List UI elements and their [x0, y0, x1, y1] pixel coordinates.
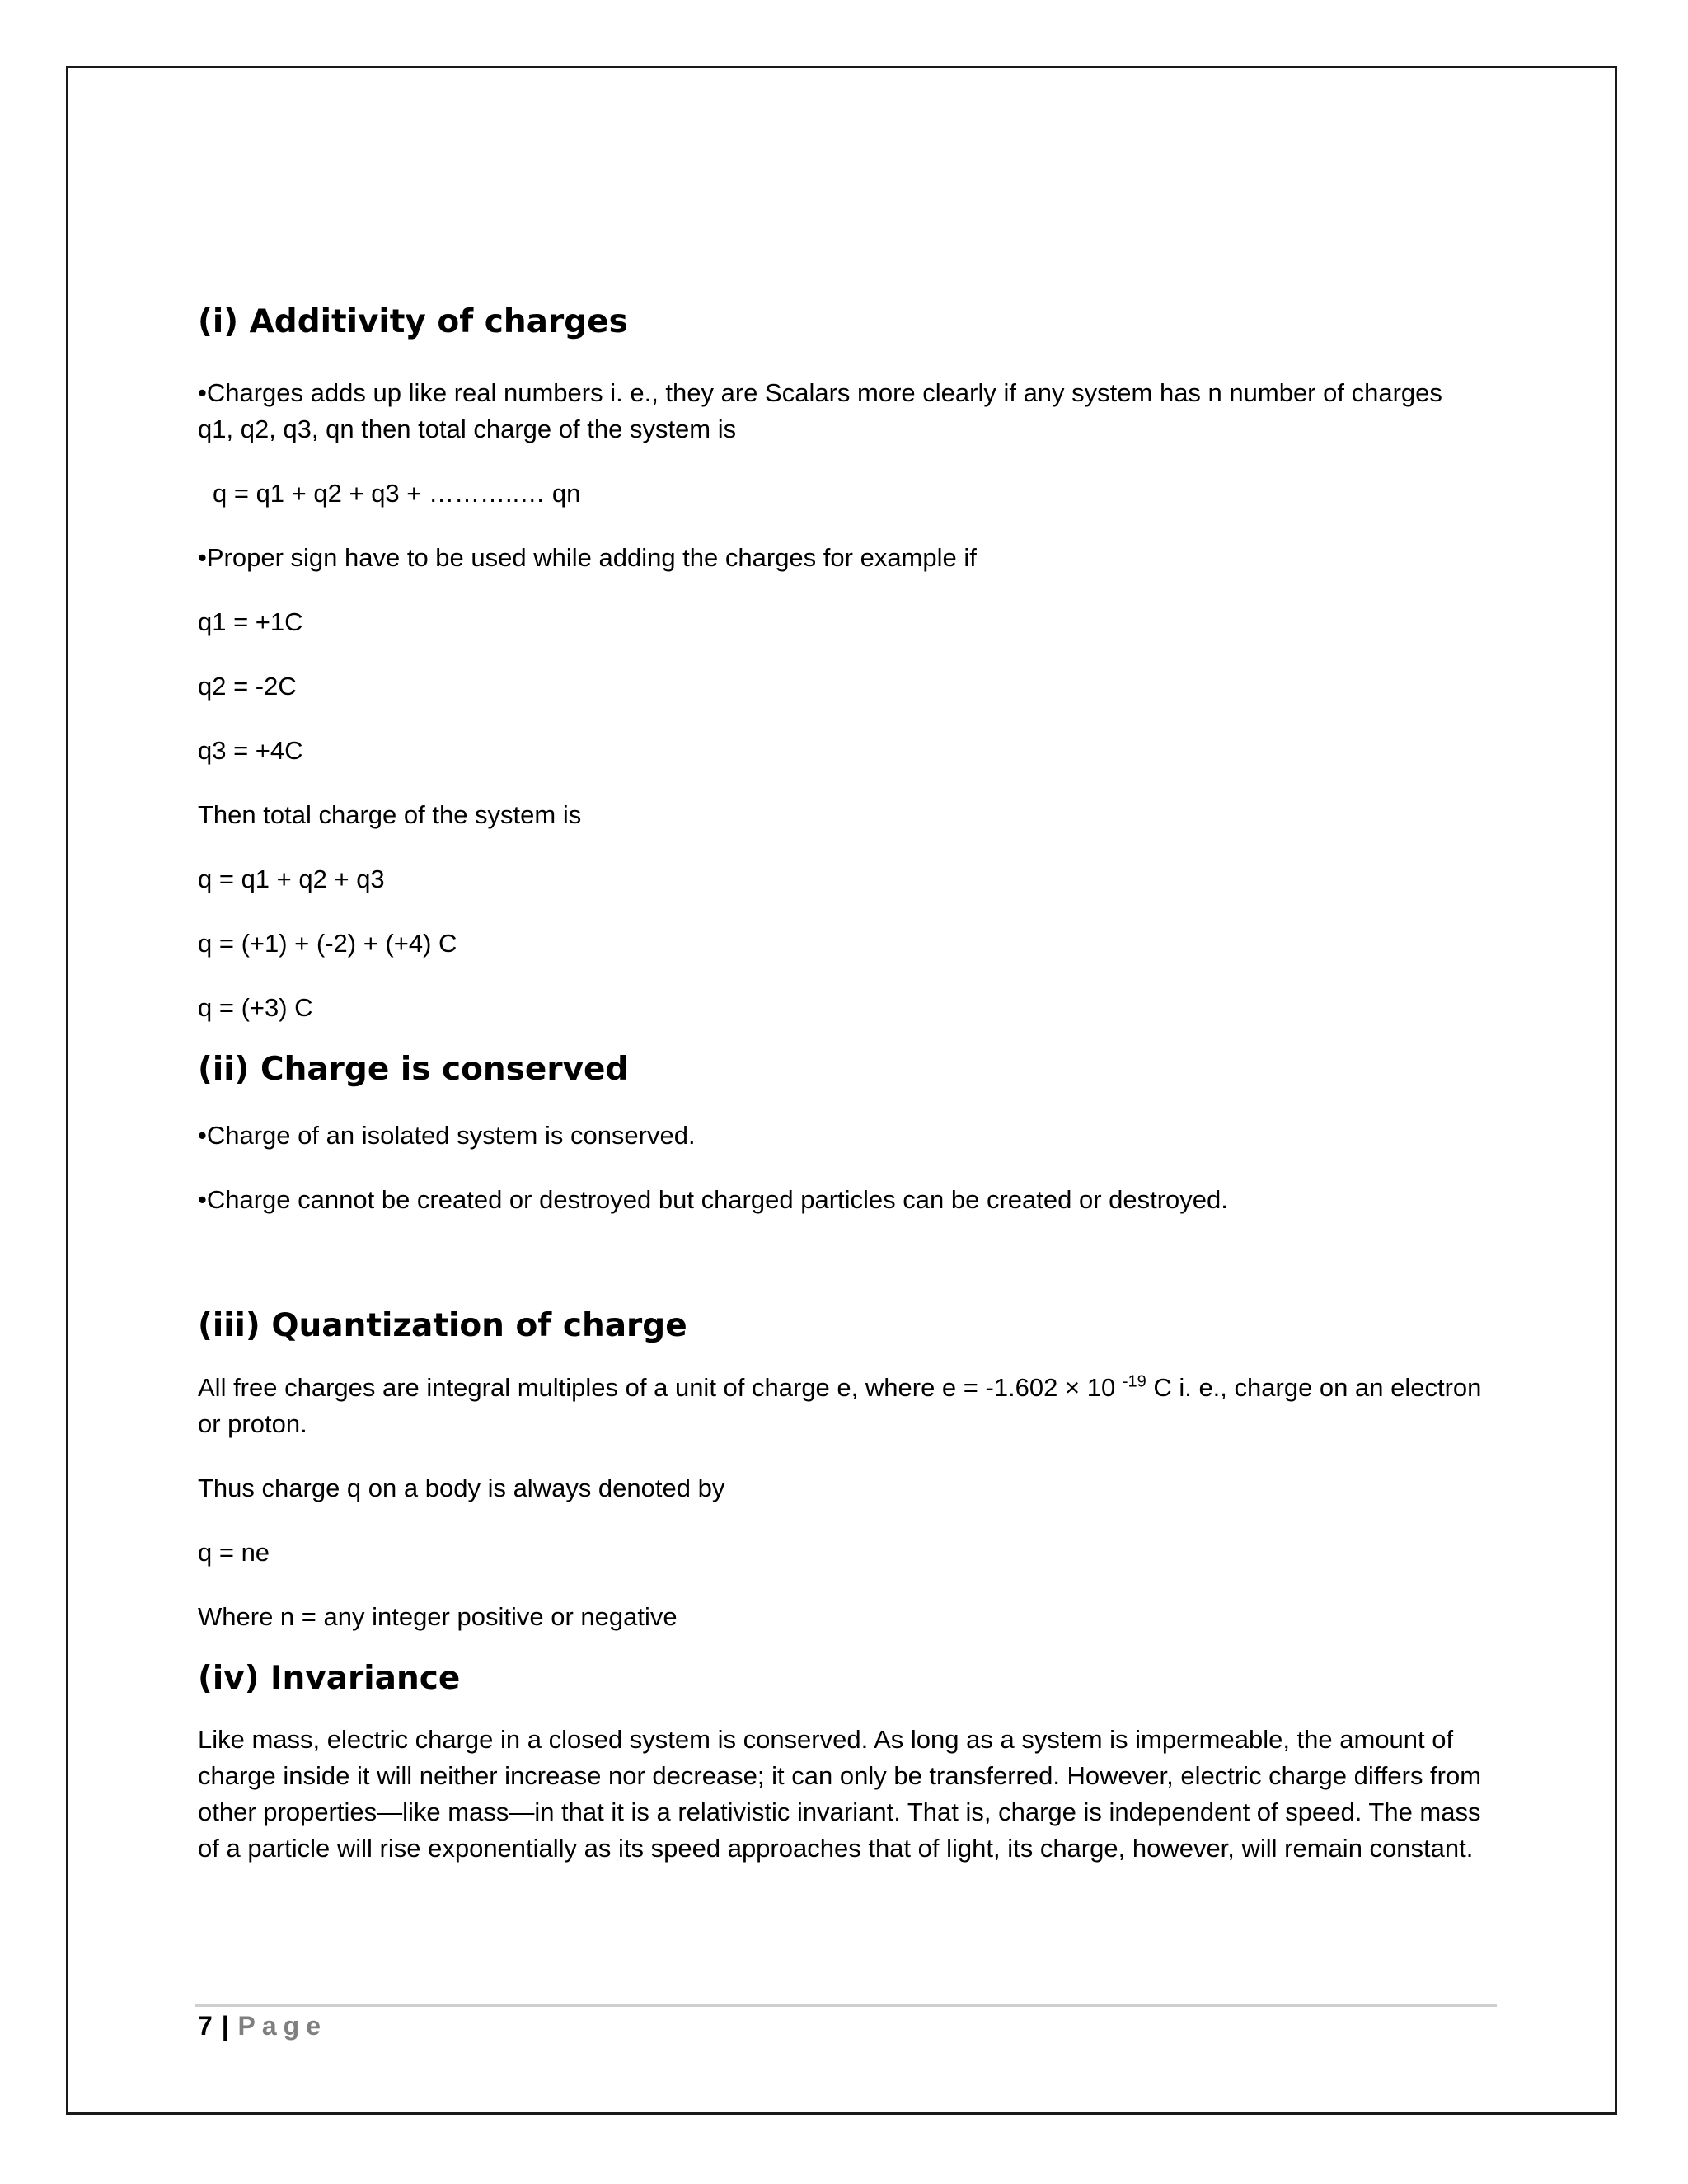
additivity-equation: q = q1 + q2 + q3 + ………..… qn	[213, 478, 581, 508]
heading-conserved: (ii) Charge is conserved	[198, 1050, 629, 1088]
total-charge-intro: Then total charge of the system is	[198, 799, 582, 829]
heading-additivity: (i) Additivity of charges	[198, 303, 628, 340]
page-number: 7	[198, 2011, 213, 2041]
conserved-paragraph-1: •Charge of an isolated system is conserved.	[198, 1120, 696, 1150]
quantization-paragraph-2: Thus charge q on a body is always denoted by	[198, 1474, 725, 1503]
invariance-paragraph: Like mass, electric charge in a closed system is conserved. As long as a system is impermeable, the amount of charge inside it will neither increase nor decrease; it can only be transferred. However, electric charge differs from other properties—like mass—in that it is a relativistic invariant. That is, charge is independent of speed. The mass of a particle will rise exponentially as its speed approaches that of light, its charge, however, will remain constant.	[198, 1725, 1482, 1863]
quantization-paragraph	[198, 1370, 1484, 1442]
exponent: -19	[1122, 1373, 1146, 1392]
page-content	[198, 303, 1484, 1867]
sum-step-2: q = (+1) + (-2) + (+4) C	[198, 928, 457, 958]
footer-separator: |	[221, 2011, 230, 2041]
quantization-paragraph-3: Where n = any integer positive or negative	[198, 1602, 678, 1632]
sum-step-3: q = (+3) C	[198, 992, 313, 1022]
sign-paragraph: •Proper sign have to be used while adding the charges for example if	[198, 542, 977, 572]
quantization-text-a: All free charges are integral multiples of a unit of charge e, where e = -1.602 × 10	[198, 1373, 1123, 1403]
page-footer	[198, 2011, 327, 2041]
heading-quantization: (iii) Quantization of charge	[198, 1306, 687, 1344]
q3-value: q3 = +4C	[198, 735, 303, 765]
page-label: Page	[237, 2011, 328, 2041]
footer-rule	[195, 2004, 1497, 2007]
additivity-paragraph: •Charges adds up like real numbers i. e., they are Scalars more clearly if any system has n number of charges q1, q2, q3, qn then total charge of the system is	[198, 377, 1442, 443]
q2-value: q2 = -2C	[198, 671, 297, 701]
heading-invariance: (iv) Invariance	[198, 1660, 461, 1698]
sum-step-1: q = q1 + q2 + q3	[198, 864, 385, 893]
quantization-text-b: C i. e., charge on an electron or proton.	[198, 1373, 1482, 1439]
conserved-paragraph-2: •Charge cannot be created or destroyed but charged particles can be created or destroyed.	[198, 1184, 1228, 1214]
quantization-equation: q = ne	[198, 1538, 270, 1568]
q1-value: q1 = +1C	[198, 607, 303, 636]
